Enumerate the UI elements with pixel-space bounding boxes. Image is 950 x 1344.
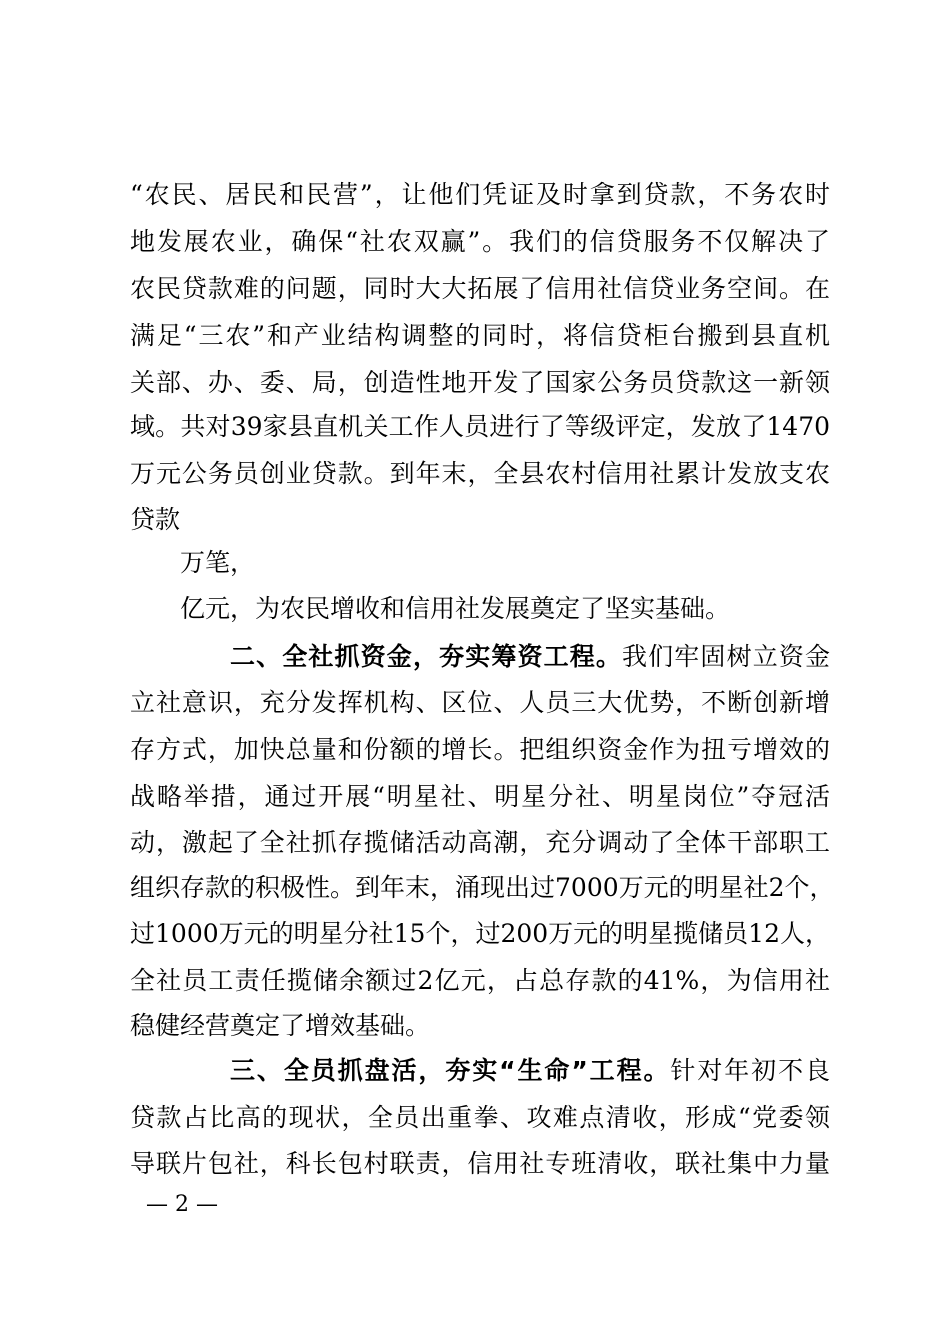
paragraph-line: 关部、办、委、局，创造性地开发了国家公务员贷款这一新领 [130,368,830,397]
paragraph-line: 万元公务员创业贷款。到年末，全县农村信用社累计发放支农 [130,459,830,488]
paragraph-line: 动，激起了全社抓存揽储活动高潮，充分调动了全体干部职工 [130,828,830,857]
section-2-first-line [230,634,830,680]
section-2-heading: 二、全社抓资金，夯实筹资工程。 [230,642,623,671]
section-3-heading: 三、全员抓盘活，夯实“生命”工程。 [230,1056,671,1085]
paragraph-line: 存方式，加快总量和份额的增长。把组织资金作为扭亏增效的 [130,735,830,764]
paragraph-line: “农民、居民和民营”，让他们凭证及时拿到贷款，不务农时 [130,180,830,209]
paragraph-line: 万笔， [180,548,256,577]
paragraph-line: 战略举措，通过开展“明星社、明星分社、明星岗位”夺冠活 [130,782,830,811]
paragraph-line: 导联片包社，科长包村联责，信用社专班清收，联社集中力量 [130,1149,830,1178]
paragraph-line: 立社意识，充分发挥机构、区位、人员三大优势，不断创新增 [130,688,830,717]
paragraph-line: 过1000万元的明星分社15个，过200万元的明星揽储员12人， [130,919,830,948]
paragraph-line: 地发展农业，确保“社农双赢”。我们的信贷服务不仅解决了 [130,227,830,256]
section-3-first-line [230,1048,830,1094]
paragraph-text: 我们牢固树立资金 [622,642,830,671]
paragraph-line: 稳健经营奠定了增效基础。 [130,1011,431,1040]
paragraph-line: 域。共对39家县直机关工作人员进行了等级评定，发放了1470 [130,412,830,441]
paragraph-line: 全社员工责任揽储余额过2亿元，占总存款的41%，为信用社 [130,966,830,995]
paragraph-line: 亿元，为农民增收和信用社发展奠定了坚实基础。 [180,594,731,623]
paragraph-line: 农民贷款难的问题，同时大大拓展了信用社信贷业务空间。在 [130,274,830,303]
paragraph-line: 满足“三农”和产业结构调整的同时，将信贷柜台搬到县直机 [130,321,830,350]
paragraph-text: 针对年初不良 [670,1056,830,1085]
paragraph-line: 贷款占比高的现状，全员出重拳、攻难点清收，形成“党委领 [130,1103,830,1132]
page-number: — 2 — [146,1192,218,1217]
paragraph-line: 组织存款的积极性。到年末，涌现出过7000万元的明星社2个， [130,873,835,902]
paragraph-line: 贷款 [130,505,181,534]
